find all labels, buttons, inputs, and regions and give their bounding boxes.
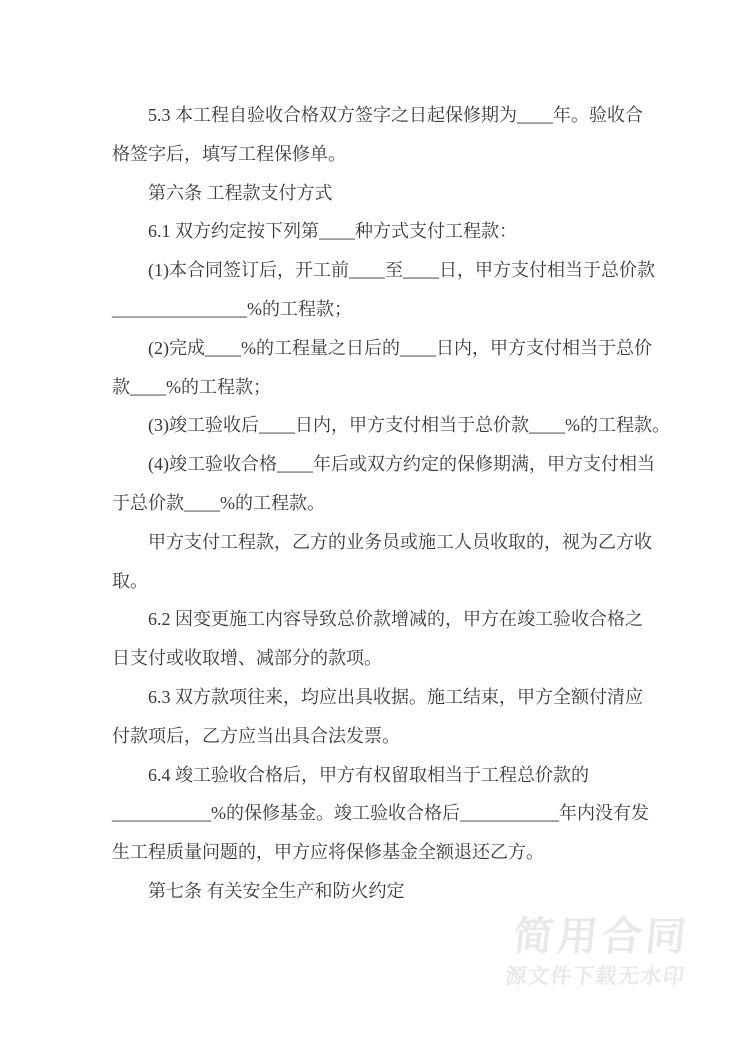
document-line: 6.3 双方款项往来，均应出具收据。施工结束，甲方全额付清应 (148, 686, 643, 707)
document-line: (4)竣工验收合格____年后或双方约定的保修期满，甲方支付相当 (148, 454, 655, 475)
document-line: ___________%的保修基金。竣工验收合格后___________年内没有发 (112, 803, 649, 824)
document-line: (1)本合同签订后，开工前____至____日，甲方支付相当于总价款 (148, 260, 655, 281)
document-line: 款____%的工程款； (112, 376, 271, 397)
document-line: 第六条 工程款支付方式 (148, 182, 333, 203)
document-line: 第七条 有关安全生产和防火约定 (148, 880, 405, 901)
document-line: 格签字后，填写工程保修单。 (112, 143, 346, 164)
document-line: 于总价款____%的工程款。 (112, 492, 325, 513)
watermark (504, 916, 692, 989)
document-line: 取。 (112, 570, 148, 591)
document-line: 生工程质量问题的，甲方应将保修基金全额退还乙方。 (112, 842, 544, 863)
contract-text (112, 96, 670, 911)
document-line: (3)竣工验收后____日内，甲方支付相当于总价款____%的工程款。 (148, 415, 670, 436)
document-line: 甲方支付工程款，乙方的业务员或施工人员收取的，视为乙方收 (148, 531, 652, 552)
watermark-logo-text: 简用合同 (511, 915, 692, 959)
document-line: _______________%的工程款； (112, 298, 352, 319)
document-line: 日支付或收取增、减部分的款项。 (112, 648, 382, 669)
watermark-tagline: 源文件下载无水印 (504, 965, 687, 988)
document-line: (2)完成____%的工程量之日后的____日内，甲方支付相当于总价 (148, 337, 652, 358)
document-line: 6.2 因变更施工内容导致总价款增减的，甲方在竣工验收合格之 (148, 609, 643, 630)
document-line: 5.3 本工程自验收合格双方签字之日起保修期为____年。验收合 (148, 105, 643, 125)
document-line: 付款项后，乙方应当出具合法发票。 (112, 725, 400, 746)
document-line: 6.1 双方约定按下列第____种方式支付工程款： (148, 221, 517, 242)
document-line: 6.4 竣工验收合格后，甲方有权留取相当于工程总价款的 (148, 764, 589, 785)
